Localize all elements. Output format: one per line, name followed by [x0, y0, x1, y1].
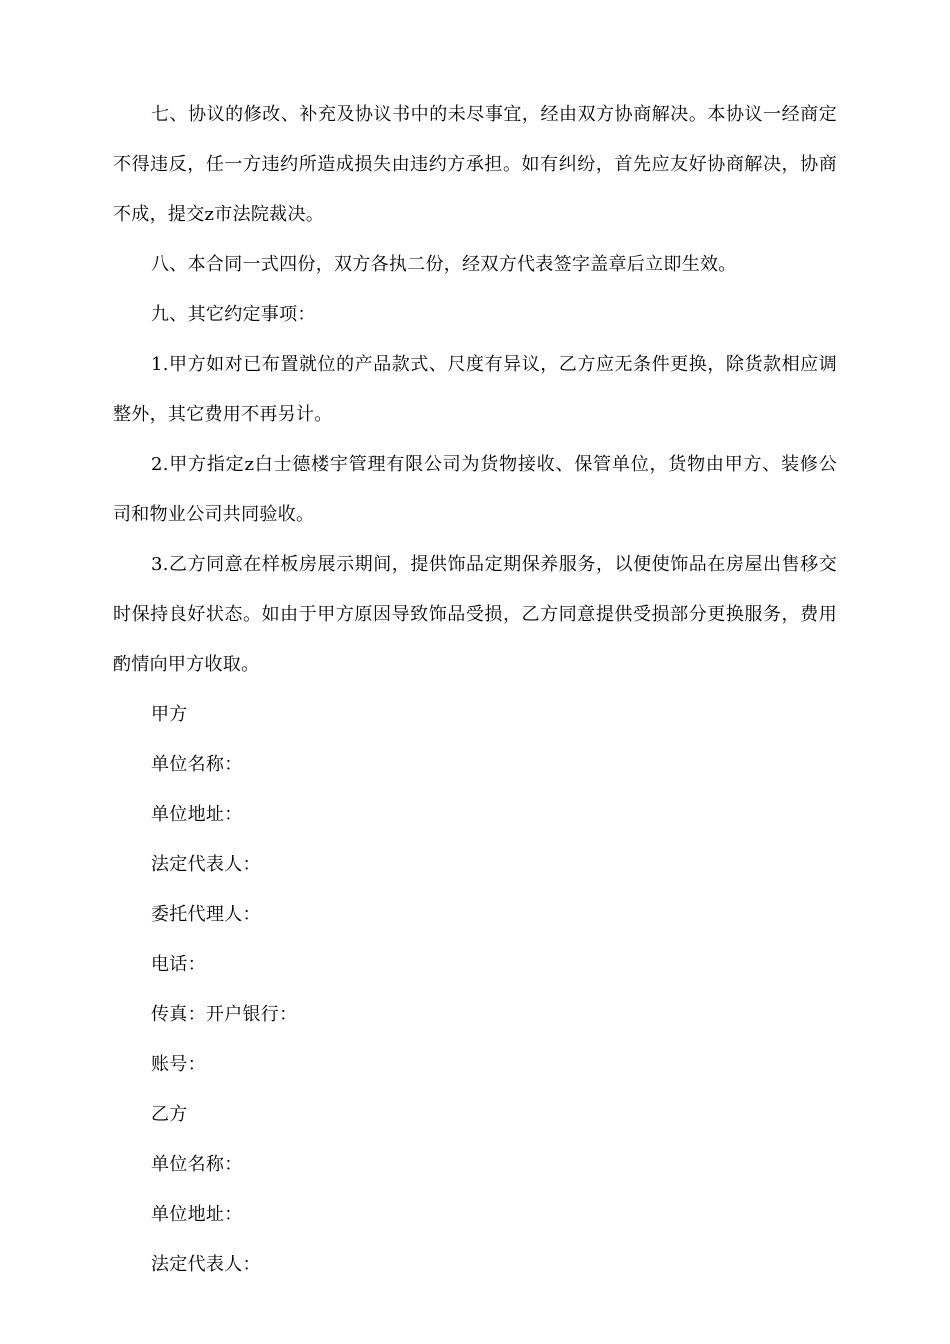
party-b-heading: 乙方 — [151, 1104, 188, 1125]
document-body — [113, 90, 837, 1290]
party-a-unit-name: 单位名称： — [151, 754, 243, 775]
party-b-legal-rep: 法定代表人： — [151, 1254, 261, 1275]
party-a-account: 账号： — [151, 1054, 206, 1075]
clause-seven: 七、协议的修改、补充及协议书中的未尽事宜，经由双方协商解决。本协议一经商定不得违反，任一方违约所造成损失由违约方承担。如有纠纷，首先应友好协商解决，协商不成，提交z市法院裁决。 — [113, 104, 837, 225]
party-a-heading: 甲方 — [151, 704, 188, 725]
party-a-legal-rep: 法定代表人： — [151, 854, 261, 875]
party-a-phone: 电话： — [151, 954, 206, 975]
party-b-unit-address: 单位地址： — [151, 1204, 243, 1225]
clause-nine-item-2: 2.甲方指定z白士德楼宇管理有限公司为货物接收、保管单位，货物由甲方、装修公司和物业公司共同验收。 — [113, 454, 837, 525]
party-a-unit-address: 单位地址： — [151, 804, 243, 825]
clause-nine-heading: 九、其它约定事项： — [151, 304, 316, 325]
clause-nine-item-1: 1.甲方如对已布置就位的产品款式、尺度有异议，乙方应无条件更换，除货款相应调整外，其它费用不再另计。 — [113, 354, 837, 425]
clause-nine-item-3: 3.乙方同意在样板房展示期间，提供饰品定期保养服务，以便使饰品在房屋出售移交时保持良好状态。如由于甲方原因导致饰品受损，乙方同意提供受损部分更换服务，费用酌情向甲方收取。 — [113, 554, 837, 675]
party-b-unit-name: 单位名称： — [151, 1154, 243, 1175]
party-a-agent: 委托代理人： — [151, 904, 261, 925]
party-a-fax-bank: 传真：开户银行： — [151, 1004, 298, 1025]
clause-eight: 八、本合同一式四份，双方各执二份，经双方代表签字盖章后立即生效。 — [151, 254, 737, 275]
